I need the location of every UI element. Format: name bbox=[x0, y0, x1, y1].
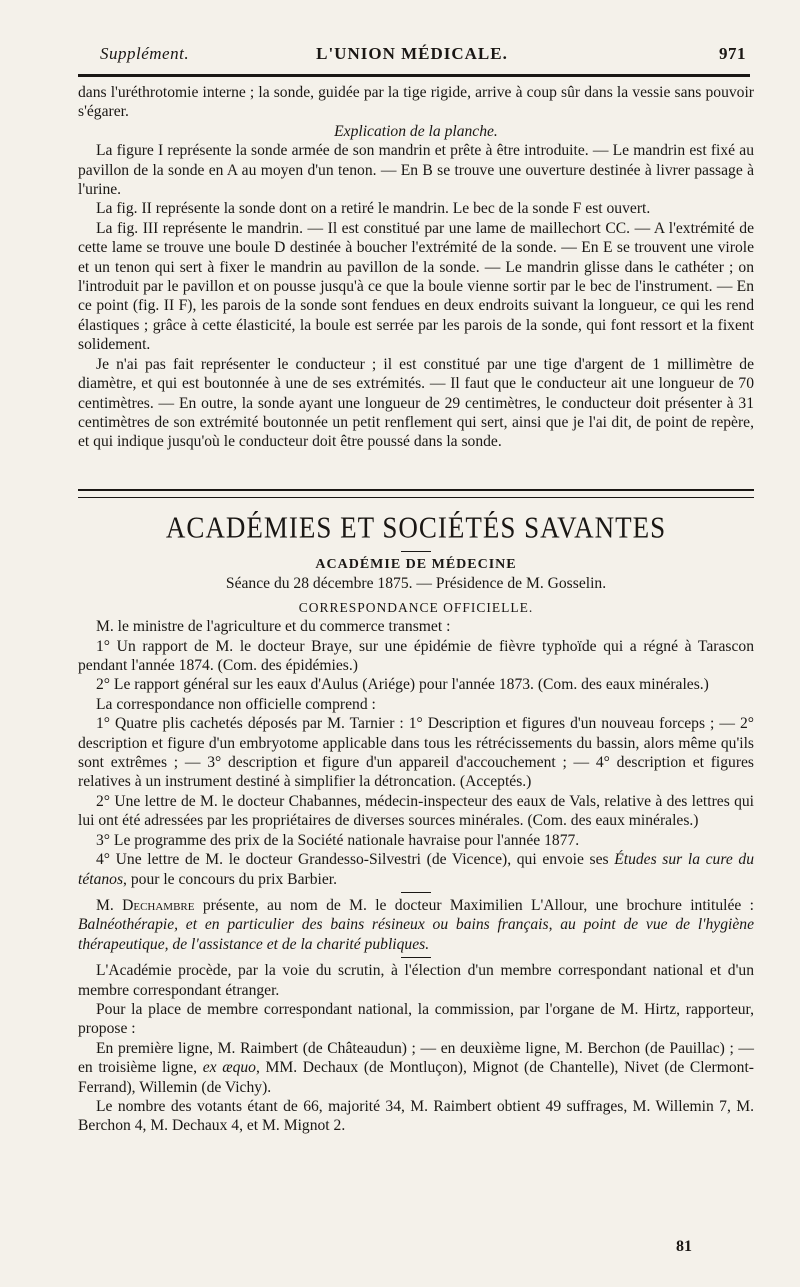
paragraph: La fig. II représente la sonde dont on a retiré le mandrin. Le bec de la sonde F est ouvert. bbox=[96, 200, 651, 218]
divider bbox=[401, 551, 431, 552]
paragraph: M. le ministre de l'agriculture et du commerce transmet : bbox=[96, 618, 451, 636]
paragraph: dans l'uréthrotomie interne ; la sonde, guidée par la tige rigide, arrive à coup sûr dans la vessie sans pouvoir s'égarer. bbox=[78, 84, 754, 121]
text-run: M. bbox=[96, 896, 123, 914]
paragraph: 2° Une lettre de M. le docteur Chabannes, médecin-inspecteur des eaux de Vals, relative à des lettres qui lui ont été adressées par les propriétaires de diverses sources minérales. (Com. des eaux minérales.) bbox=[78, 792, 754, 830]
paragraph: Le nombre des votants étant de 66, majorité 34, M. Raimbert obtient 49 suffrages, M. Willemin 7, M. Berchon 4, M. Dechaux 4, et M. Mignot 2. bbox=[78, 1097, 754, 1135]
subsection-heading: ACADÉMIE DE MÉDECINE bbox=[315, 557, 517, 572]
text-run: présente, au nom de M. le docteur Maximilien L'Allour, une brochure intitulée : bbox=[194, 896, 754, 914]
article-continuation bbox=[78, 83, 754, 452]
text-run: 4° Une lettre de M. le docteur Grandesso-Silvestri (de Vicence), qui envoie ses bbox=[96, 851, 615, 869]
book-title: Balnéothérapie, et en particulier des bains résineux ou bains français, au point de vue de l'hygiène thérapeutique, de l'assistance et de la charité publiques. bbox=[78, 916, 754, 953]
text-run: , MM. Dechaux (de Montluçon), Mignot (de Chantelle), Nivet (de Clermont-Ferrand), Willemin (de Vichy). bbox=[78, 1059, 754, 1096]
paragraph: Je n'ai pas fait représenter le conducteur ; il est constitué par une tige d'argent de 1 millimètre de diamètre, et qui est boutonnée à une de ses extrémités. — Il faut que le conducteur ait une longueur de 70 centimètres. — En outre, la sonde ayant une longueur de 29 centimètres, le conducteur doit présenter à 31 centimètres de son extrémité boutonnée un petit renflement qui sert, ainsi que je l'ai dit, de point de repère, et qui indique jusqu'où le conducteur doit être poussé dans la sonde. bbox=[78, 355, 754, 451]
correspondance-heading: CORRESPONDANCE OFFICIELLE. bbox=[298, 599, 534, 615]
paragraph: 1° Quatre plis cachetés déposés par M. Tarnier : 1° Description et figures d'un nouveau forceps ; — 2° description et figure d'un embryotome applicable dans tous les rétrécissements du bassin, alors même qu'ils sont extrêmes ; — 3° description et figure d'un appareil d'accouchement ; — 4° description et figures relatives à un instrument destiné à simplifier la détroncation. (Acceptés.) bbox=[78, 715, 754, 791]
paragraph bbox=[78, 1039, 754, 1097]
header-section: Supplément. bbox=[100, 44, 190, 63]
divider bbox=[401, 892, 431, 893]
text-run: En première ligne, M. Raimbert (de Châteaudun) ; — en deuxième ligne, M. Berchon (de Pauillac) ; — en troisième ligne, bbox=[78, 1039, 754, 1077]
seance-line: Séance du 28 décembre 1875. — Présidence de M. Gosselin. bbox=[225, 575, 607, 593]
paragraph: La correspondance non officielle comprend : bbox=[96, 695, 376, 713]
person-name: Dechambre bbox=[122, 896, 195, 914]
paragraph: L'Académie procède, par la voie du scrutin, à l'élection d'un membre correspondant national et d'un membre correspondant étranger. bbox=[78, 962, 754, 999]
book-title: Études sur la cure du tétanos bbox=[78, 851, 754, 888]
academies-section bbox=[78, 548, 754, 1136]
paragraph: 3° Le programme des prix de la Société nationale havraise pour l'année 1877. bbox=[96, 831, 580, 849]
section-title: Explication de la planche. bbox=[334, 122, 498, 140]
section-heading: ACADÉMIES ET SOCIÉTÉS SAVANTES bbox=[165, 510, 667, 545]
signature-mark: 81 bbox=[676, 1238, 692, 1255]
section-divider bbox=[78, 489, 754, 498]
divider bbox=[401, 957, 431, 958]
paragraph: 1° Un rapport de M. le docteur Braye, sur une épidémie de fièvre typhoïde qui a régné à Tarascon pendant l'année 1874. (Com. des épidémies.) bbox=[78, 637, 754, 675]
paragraph: La fig. III représente le mandrin. — Il est constitué par une lame de maillechort CC. — A l'extrémité de cette lame se trouve une boule D destinée à boucher l'extrémité de la sonde. — En E se trouvent une virole et un tenon qui sert à fixer le mandrin au pavillon de la sonde. — Le mandrin glisse dans le cathéter ; on l'introduit par le pavillon et on pousse jusqu'à ce que la boule vienne sortir par le bec de l'instrument. — En ce point (fig. II F), les parois de la sonde sont fendues en deux endroits suivant la longueur, ce qui les rend élastiques ; grâce à cette élasticité, la boule est serrée par les parois de la sonde, qui font ressort et la fixent solidement. bbox=[78, 219, 754, 354]
paragraph: Pour la place de membre correspondant national, la commission, par l'organe de M. Hirtz, rapporteur, propose : bbox=[78, 1000, 754, 1038]
text-run: ex æquo bbox=[202, 1059, 256, 1077]
paragraph: 2° Le rapport général sur les eaux d'Aulus (Ariége) pour l'année 1873. (Com. des eaux minérales.) bbox=[96, 676, 709, 694]
page-number: 971 bbox=[719, 44, 746, 63]
paragraph: La figure I représente la sonde armée de son mandrin et prête à être introduite. — Le mandrin est fixé au pavillon de la sonde en A au moyen d'un tenon. — En B se trouve une ouverture destinée à livrer passage à l'urine. bbox=[78, 142, 754, 199]
header-journal-title: L'UNION MÉDICALE. bbox=[316, 44, 508, 63]
header-rule bbox=[78, 74, 750, 77]
paragraph bbox=[78, 850, 754, 889]
text-run: , pour le concours du prix Barbier. bbox=[123, 870, 337, 888]
paragraph bbox=[78, 896, 754, 954]
running-header bbox=[78, 44, 746, 74]
